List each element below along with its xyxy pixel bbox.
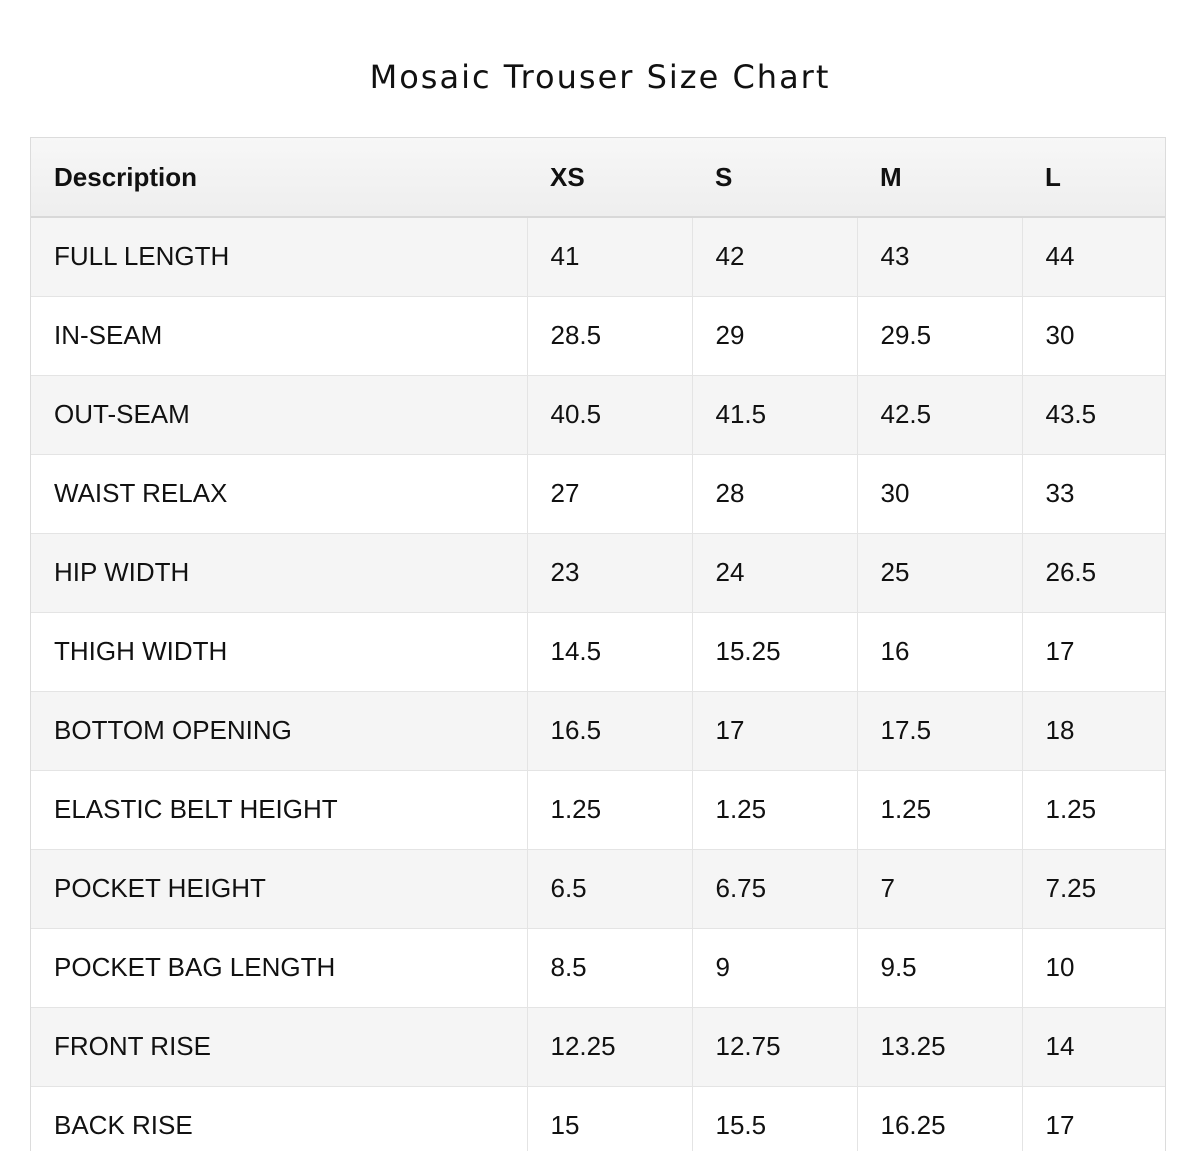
table-row <box>31 928 1165 1007</box>
row-label: ELASTIC BELT HEIGHT <box>31 770 527 849</box>
cell-m: 16 <box>857 612 1022 691</box>
cell-s: 9 <box>692 928 857 1007</box>
cell-s: 29 <box>692 296 857 375</box>
table-row <box>31 849 1165 928</box>
cell-m: 25 <box>857 533 1022 612</box>
cell-s: 41.5 <box>692 375 857 454</box>
cell-m: 17.5 <box>857 691 1022 770</box>
header-row <box>31 138 1165 217</box>
cell-s: 12.75 <box>692 1007 857 1086</box>
cell-l: 17 <box>1022 612 1165 691</box>
table-row <box>31 375 1165 454</box>
cell-s: 1.25 <box>692 770 857 849</box>
row-label: OUT-SEAM <box>31 375 527 454</box>
header-cell-xs: XS <box>527 138 692 217</box>
table-row <box>31 1007 1165 1086</box>
cell-xs: 15 <box>527 1086 692 1151</box>
cell-l: 43.5 <box>1022 375 1165 454</box>
row-label: WAIST RELAX <box>31 454 527 533</box>
cell-l: 18 <box>1022 691 1165 770</box>
header-cell-description: Description <box>31 138 527 217</box>
cell-m: 1.25 <box>857 770 1022 849</box>
table-row <box>31 1086 1165 1151</box>
cell-m: 29.5 <box>857 296 1022 375</box>
row-label: IN-SEAM <box>31 296 527 375</box>
cell-l: 14 <box>1022 1007 1165 1086</box>
cell-xs: 41 <box>527 217 692 296</box>
cell-m: 9.5 <box>857 928 1022 1007</box>
row-label: BACK RISE <box>31 1086 527 1151</box>
cell-xs: 1.25 <box>527 770 692 849</box>
row-label: POCKET BAG LENGTH <box>31 928 527 1007</box>
size-chart-table-container <box>30 137 1166 1151</box>
cell-s: 24 <box>692 533 857 612</box>
cell-xs: 6.5 <box>527 849 692 928</box>
cell-s: 42 <box>692 217 857 296</box>
row-label: BOTTOM OPENING <box>31 691 527 770</box>
cell-l: 44 <box>1022 217 1165 296</box>
table-row <box>31 691 1165 770</box>
cell-xs: 28.5 <box>527 296 692 375</box>
row-label: HIP WIDTH <box>31 533 527 612</box>
cell-l: 26.5 <box>1022 533 1165 612</box>
size-chart-table <box>31 138 1165 1151</box>
table-body <box>31 217 1165 1151</box>
cell-xs: 40.5 <box>527 375 692 454</box>
cell-s: 6.75 <box>692 849 857 928</box>
table-header <box>31 138 1165 217</box>
table-row <box>31 770 1165 849</box>
cell-l: 10 <box>1022 928 1165 1007</box>
cell-l: 1.25 <box>1022 770 1165 849</box>
cell-xs: 8.5 <box>527 928 692 1007</box>
header-cell-l: L <box>1022 138 1165 217</box>
cell-m: 7 <box>857 849 1022 928</box>
cell-xs: 23 <box>527 533 692 612</box>
cell-xs: 16.5 <box>527 691 692 770</box>
table-row <box>31 217 1165 296</box>
cell-m: 43 <box>857 217 1022 296</box>
table-row <box>31 296 1165 375</box>
header-cell-m: M <box>857 138 1022 217</box>
cell-s: 17 <box>692 691 857 770</box>
row-label: THIGH WIDTH <box>31 612 527 691</box>
cell-l: 7.25 <box>1022 849 1165 928</box>
cell-xs: 14.5 <box>527 612 692 691</box>
cell-s: 15.5 <box>692 1086 857 1151</box>
row-label: POCKET HEIGHT <box>31 849 527 928</box>
cell-l: 33 <box>1022 454 1165 533</box>
cell-s: 15.25 <box>692 612 857 691</box>
row-label: FULL LENGTH <box>31 217 527 296</box>
cell-l: 17 <box>1022 1086 1165 1151</box>
header-cell-s: S <box>692 138 857 217</box>
page-title: Mosaic Trouser Size Chart <box>369 58 831 96</box>
row-label: FRONT RISE <box>31 1007 527 1086</box>
cell-xs: 12.25 <box>527 1007 692 1086</box>
cell-m: 42.5 <box>857 375 1022 454</box>
cell-xs: 27 <box>527 454 692 533</box>
cell-l: 30 <box>1022 296 1165 375</box>
table-row <box>31 612 1165 691</box>
table-row <box>31 533 1165 612</box>
cell-m: 30 <box>857 454 1022 533</box>
table-row <box>31 454 1165 533</box>
cell-m: 16.25 <box>857 1086 1022 1151</box>
cell-m: 13.25 <box>857 1007 1022 1086</box>
cell-s: 28 <box>692 454 857 533</box>
